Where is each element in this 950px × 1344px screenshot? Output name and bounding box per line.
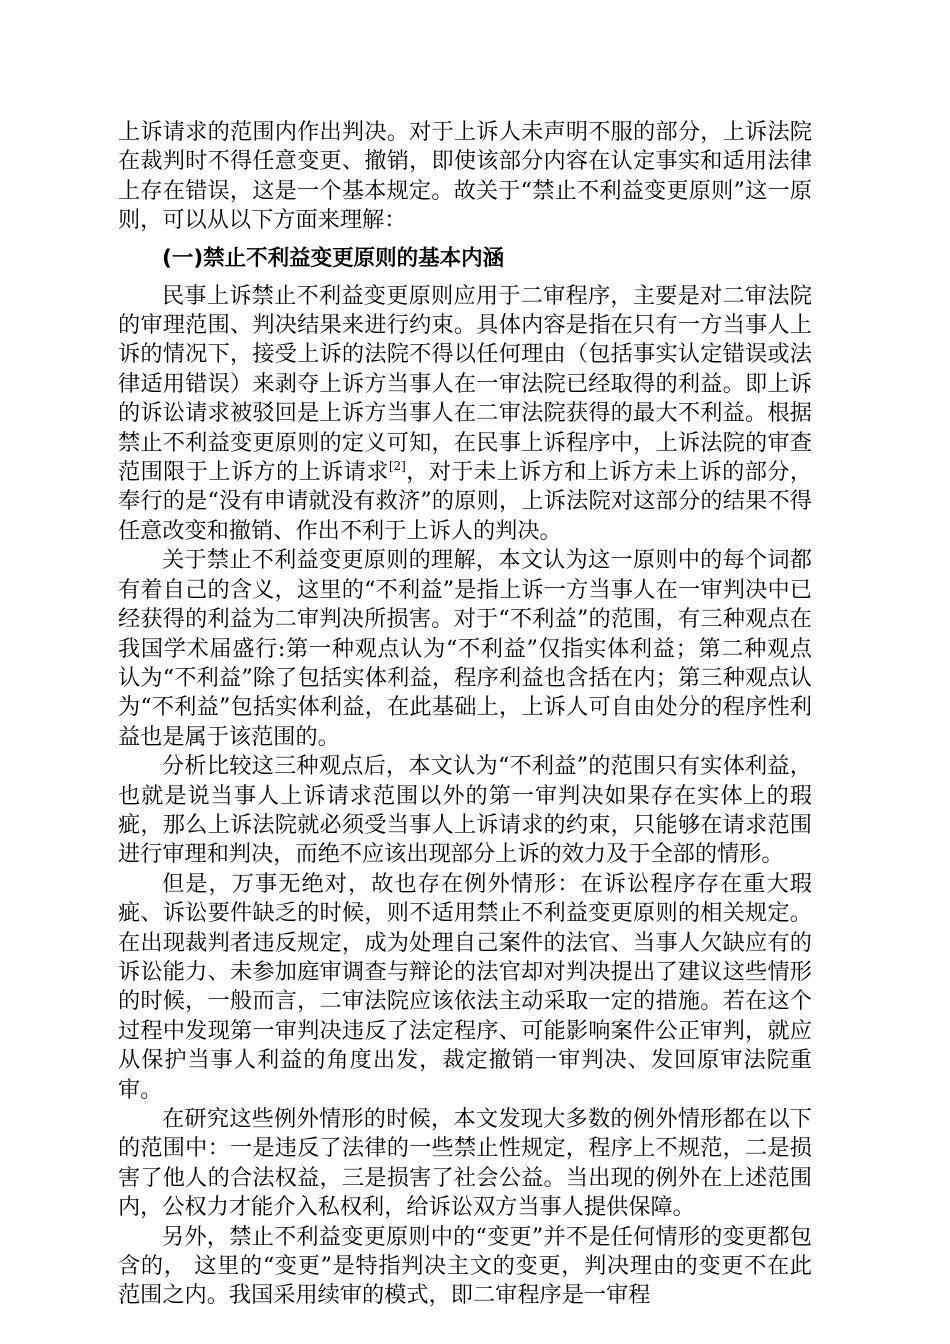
paragraph-3: 分析比较这三种观点后，本文认为“不利益”的范围只有实体利益，也就是说当事人上诉请求范围以外的第一审判决如果存在实体上的瑕疵，那么上诉法院就必须受当事人上诉请求的约束，只能够在请求范围进行审理和判决，而绝不应该出现部分上诉的效力及于全部的情形。	[118, 753, 812, 868]
paragraph-6: 另外，禁止不利益变更原则中的“变更”并不是任何情形的变更都包含的， 这里的“变更”是特指判决主文的变更，判决理由的变更不在此范围之内。我国采用续审的模式，即二审程序是一审程	[118, 1223, 812, 1309]
document-page	[118, 118, 812, 1311]
paragraph-1-text-a: 民事上诉禁止不利益变更原则应用于二审程序，主要是对二审法院的审理范围、判决结果来进行约束。具体内容是指在只有一方当事人上诉的情况下，接受上诉的法院不得以任何理由（包括事实认定错误或法律适用错误）来剥夺上诉方当事人在一审法院已经取得的利益。即上诉的诉讼请求被驳回是上诉方当事人在二审法院获得的最大不利益。根据禁止不利益变更原则的定义可知，在民事上诉程序中，上诉法院的审查范围限于上诉方的上诉请求	[118, 282, 812, 486]
paragraph-5: 在研究这些例外情形的时候，本文发现大多数的例外情形都在以下的范围中：一是违反了法律的一些禁止性规定，程序上不规范，二是损害了他人的合法权益，三是损害了社会公益。当出现的例外在上述范围内，公权力才能介入私权利，给诉讼双方当事人提供保障。	[118, 1106, 812, 1221]
paragraph-4: 但是，万事无绝对，故也存在例外情形：在诉讼程序存在重大瑕疵、诉讼要件缺乏的时候，则不适用禁止不利益变更原则的相关规定。在出现裁判者违反规定，成为处理自己案件的法官、当事人欠缺应有的诉讼能力、未参加庭审调查与辩论的法官却对判决提出了建议这些情形的时候，一般而言，二审法院应该依法主动采取一定的措施。若在这个过程中发现第一审判决违反了法定程序、可能影响案件公正审判，就应从保护当事人利益的角度出发，裁定撤销一审判决、发回原审法院重审。	[118, 870, 812, 1103]
paragraph-1-text-b: ，对于未上诉方和上诉方未上诉的部分，奉行的是“没有申请就没有救济”的原则，上诉法院对这部分的结果不得任意改变和撤销、作出不利于上诉人的判决。	[118, 459, 813, 544]
intro-paragraph: 上诉请求的范围内作出判决。对于上诉人未声明不服的部分，上诉法院在裁判时不得任意变更、撤销，即使该部分内容在认定事实和适用法律上存在错误，这是一个基本规定。故关于“禁止不利益变更原则”这一原则，可以从以下方面来理解：	[118, 119, 812, 234]
citation-reference: [2]	[388, 459, 406, 474]
section-heading: (一)禁止不利益变更原则的基本内涵	[162, 245, 505, 271]
paragraph-1	[118, 282, 812, 547]
paragraph-2: 关于禁止不利益变更原则的理解，本文认为这一原则中的每个词都有着自己的含义，这里的“不利益”是指上诉一方当事人在一审判决中已经获得的利益为二审判决所损害。对于“不利益”的范围，有三种观点在我国学术届盛行:第一种观点认为“不利益”仅指实体利益；第二种观点认为“不利益”除了包括实体利益，程序利益也含括在内；第三种观点认为“不利益”包括实体利益，在此基础上，上诉人可自由处分的程序性利益也是属于该范围的。	[118, 547, 812, 750]
